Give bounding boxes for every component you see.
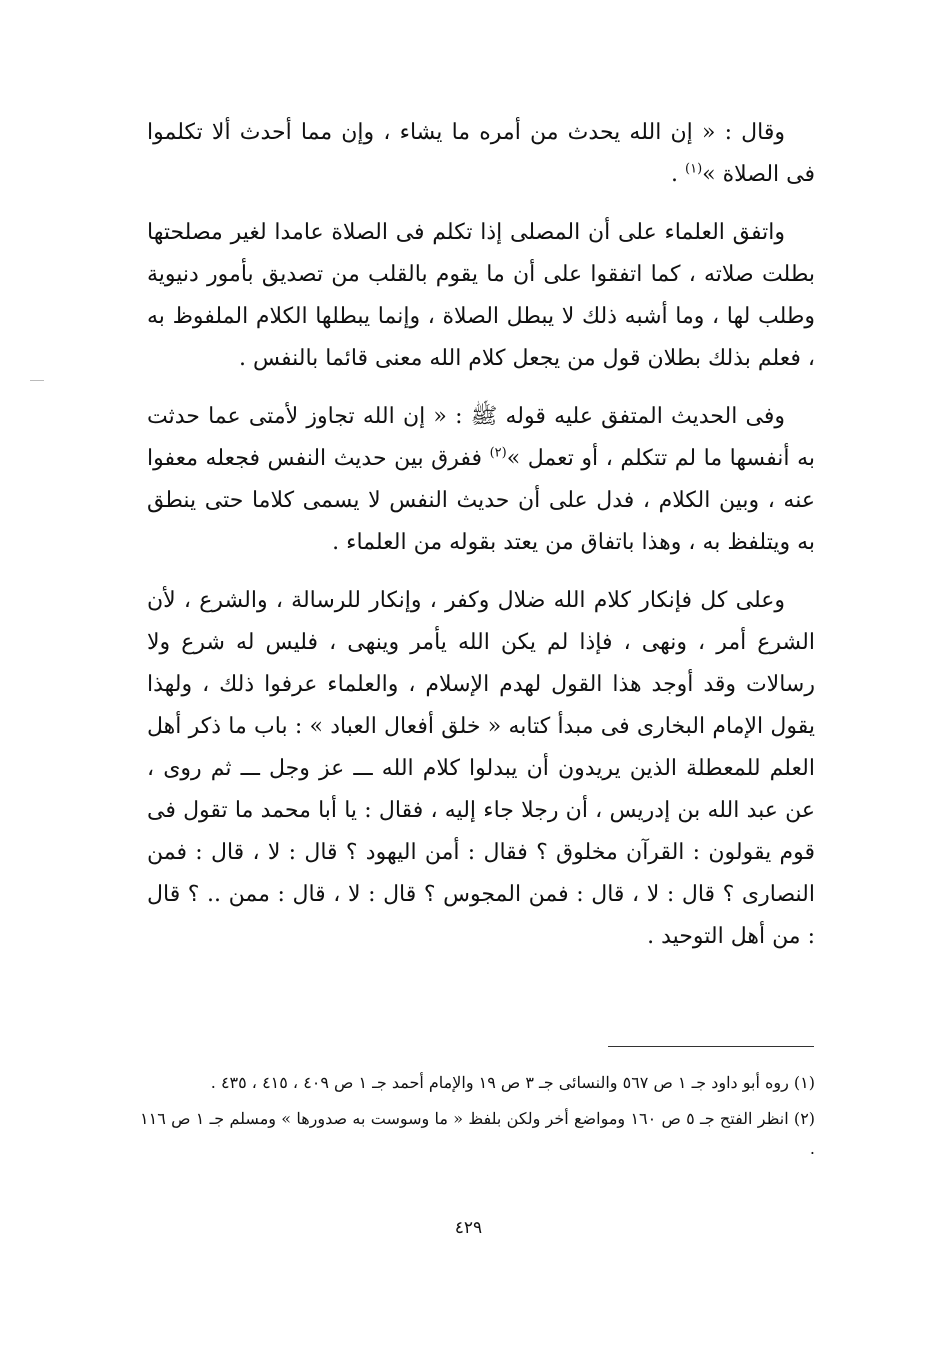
footnote-ref-1: (١) bbox=[685, 161, 703, 177]
page-number: ٤٢٩ bbox=[454, 1218, 483, 1238]
margin-mark bbox=[30, 380, 44, 381]
paragraph-4 bbox=[147, 580, 815, 958]
paragraph-1 bbox=[147, 112, 815, 196]
paragraph-text: وقال : « إن الله يحدث من أمره ما يشاء ، وإن مما أحدث ألا تكلموا فى الصلاة » bbox=[147, 120, 815, 187]
footnote-ref-2: (٢) bbox=[489, 445, 507, 461]
footnote-1: (١) روه أبو داود جـ ١ ص ٥٦٧ والنسائى جـ ٣ ص ١٩ والإمام أحمد جـ ١ ص ٤٠٩ ، ٤١٥ ، ٤٣٥ . bbox=[210, 1073, 815, 1092]
paragraph-3 bbox=[147, 396, 815, 564]
paragraph-text: وفى الحديث المتفق عليه قوله ﷺ : « إن الله تجاوز لأمتى عما حدثت به أنفسها ما لم تتكلم ، أو تعمل » bbox=[147, 404, 815, 471]
footnote-divider bbox=[608, 1046, 814, 1047]
paragraph-text: وعلى كل فإنكار كلام الله ضلال وكفر ، وإنكار للرسالة ، والشرع ، لأن الشرع أمر ، ونهى ، فإذا لم يكن الله يأمر وينهى ، فليس له شرع ولا رسالات وقد أوجد هذا القول لهدم الإسلام ، والعلماء عرفوا ذلك ، ولهذا يقول الإمام البخارى فى مبدأ كتابه « خلق أفعال العباد » : باب ما ذكر أهل العلم للمعطلة الذين يريدون أن يبدلوا كلام الله ـــ عز وجل ـــ ثم روى ، عن عبد الله بن إدريس ، أن رجلا جاء إليه ، فقال : يا أبا محمد ما تقول فى قوم يقولون : القرآن مخلوق ؟ فقال : أمن اليهود ؟ قال : لا ، قال : فمن النصارى ؟ قال : لا ، قال : فمن المجوس ؟ قال : لا ، قال : ممن .. ؟ قال : من أهل التوحيد . bbox=[147, 588, 815, 949]
paragraph-tail: ففرق بين حديث النفس فجعله معفوا عنه ، وبين الكلام ، فدل على أن حديث النفس لا يسمى كلاما حتى ينطق به ويتلفظ به ، وهذا باتفاق من يعتد بقوله من العلماء . bbox=[147, 446, 815, 555]
footnote-2: (٢) انظر الفتح جـ ٥ ص ١٦٠ ومواضع أخر ولكن بلفظ « ما وسوست به صدورها » ومسلم جـ ١ ص ١١٦ . bbox=[140, 1109, 816, 1158]
paragraph-tail: . bbox=[671, 162, 685, 187]
paragraph-text: واتفق العلماء على أن المصلى إذا تكلم فى الصلاة عامدا لغير مصلحتها بطلت صلاته ، كما اتفقوا على أن ما يقوم بالقلب من تصديق بأمور دنيوية وطلب لها ، وما أشبه ذلك لا يبطل الصلاة ، وإنما يبطلها الكلام الملفوظ به ، فعلم بذلك بطلان قول من يجعل كلام الله معنى قائما بالنفس . bbox=[147, 220, 815, 371]
main-text bbox=[147, 112, 815, 974]
paragraph-2 bbox=[147, 212, 815, 380]
footnotes bbox=[140, 1068, 815, 1170]
